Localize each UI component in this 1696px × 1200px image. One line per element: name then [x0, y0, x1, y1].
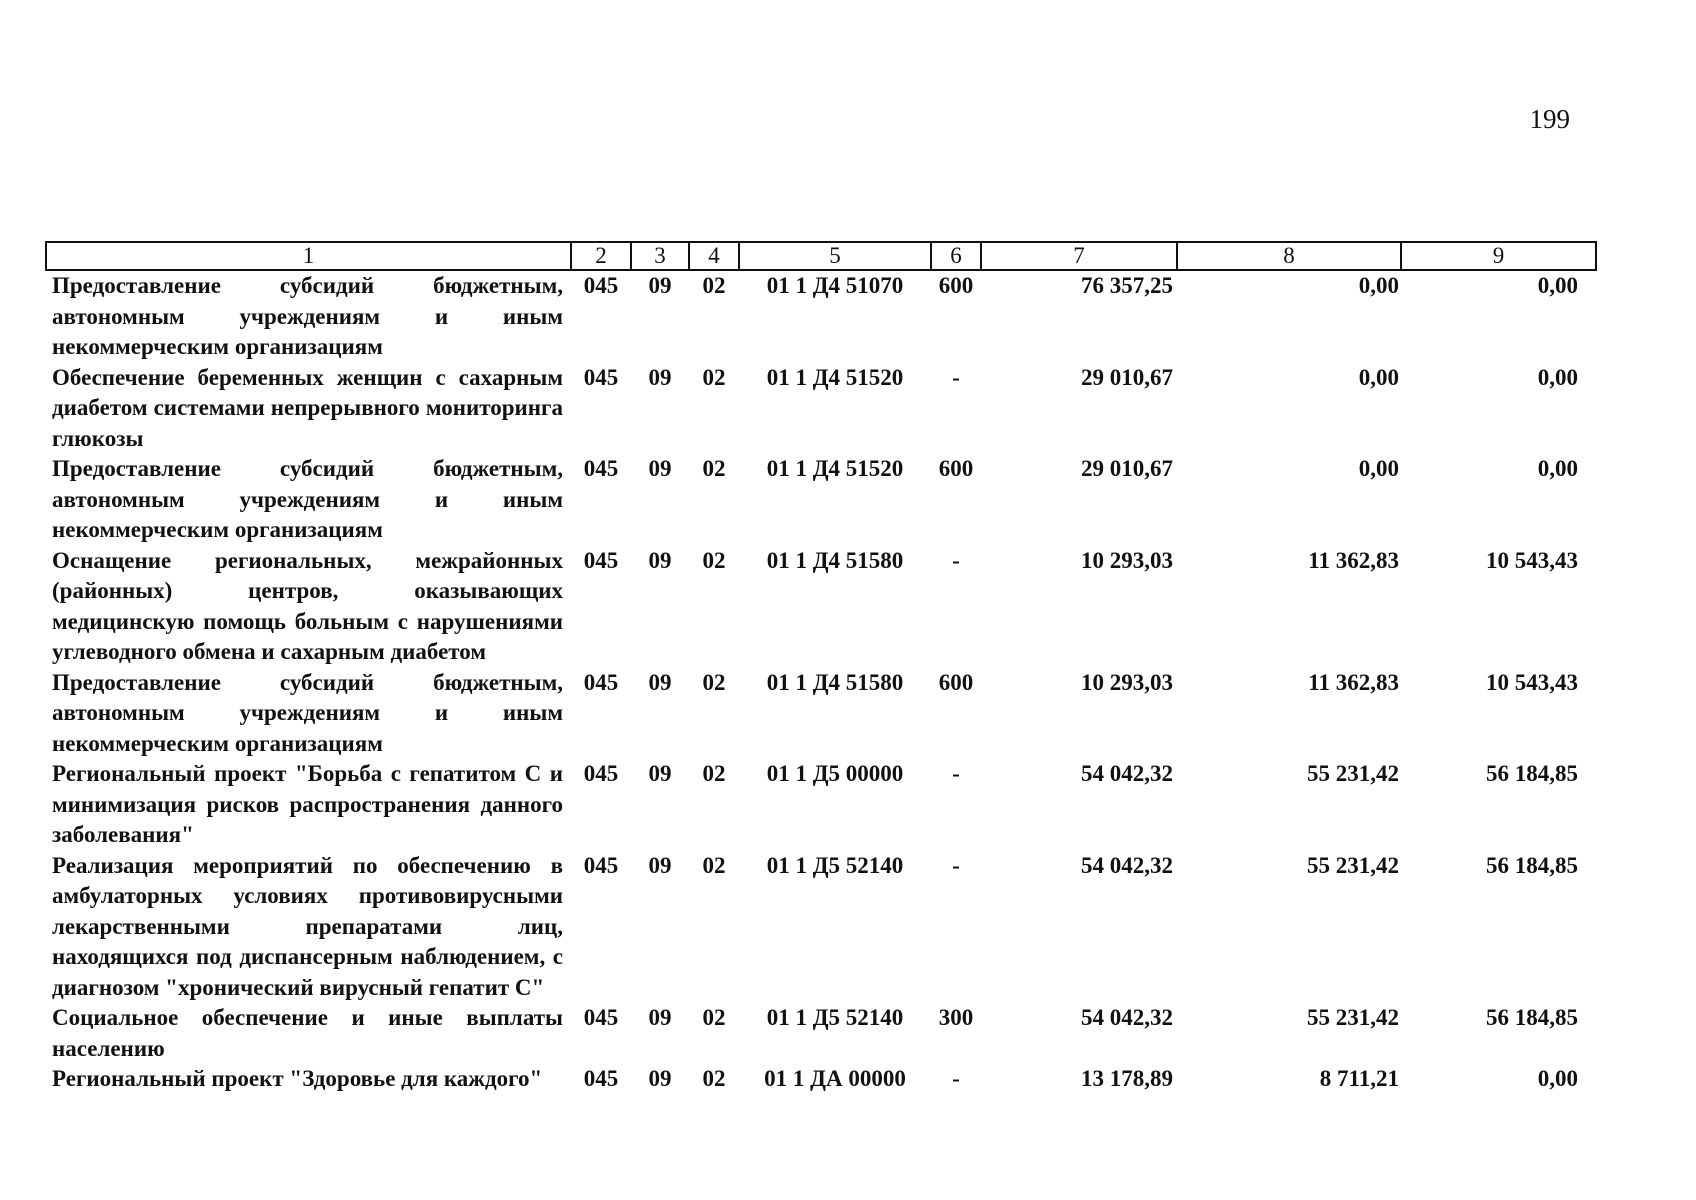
cell-col7: 10 293,03: [1081, 547, 1173, 573]
page-number: 199: [1529, 104, 1570, 134]
cell-col3: 09: [648, 1005, 672, 1030]
cell-col2: 045: [583, 852, 619, 878]
cell-col6: -: [952, 761, 960, 786]
cell-col9: 56 184,85: [1486, 1005, 1578, 1030]
cell-col6: 300: [938, 1005, 974, 1030]
column-header: 9: [1401, 242, 1596, 270]
cell-col5: 01 1 Д4 51580: [766, 547, 904, 573]
table-row: [46, 1064, 1596, 1095]
cell-col7: 29 010,67: [1081, 364, 1173, 390]
cell-col8: 0,00: [1358, 273, 1399, 298]
row-name: Региональный проект "Здоровье для каждого": [52, 1066, 543, 1091]
cell-col6: -: [952, 852, 960, 878]
column-header: 2: [571, 242, 631, 270]
cell-col8: 55 231,42: [1307, 1005, 1399, 1030]
cell-col3: 09: [648, 1066, 672, 1091]
table-row: [46, 759, 1596, 851]
cell-col6: 600: [938, 456, 974, 481]
row-name: Предоставление субсидий бюджетным, автономным учреждениям и иным некоммерческим организациям: [52, 669, 563, 756]
cell-col3: 09: [648, 273, 672, 298]
cell-col2: 045: [583, 761, 619, 786]
cell-col8: 11 362,83: [1308, 547, 1399, 573]
column-header: 7: [981, 242, 1177, 270]
cell-col5: 01 1 Д5 00000: [766, 761, 904, 786]
cell-col8: 55 231,42: [1307, 852, 1399, 878]
cell-col4: 02: [702, 547, 726, 573]
cell-col4: 02: [702, 852, 726, 878]
cell-col5: 01 1 Д4 51580: [766, 669, 904, 695]
cell-col3: 09: [648, 456, 672, 481]
row-name: Предоставление субсидий бюджетным, автономным учреждениям и иным некоммерческим организациям: [52, 456, 563, 542]
column-header: 5: [739, 242, 931, 270]
table-row: [46, 1003, 1596, 1064]
cell-col5: 01 1 Д5 52140: [766, 852, 904, 878]
cell-col2: 045: [583, 273, 619, 298]
cell-col2: 045: [583, 364, 619, 390]
cell-col5: 01 1 Д4 51520: [766, 364, 904, 390]
cell-col7: 54 042,32: [1081, 761, 1173, 786]
cell-col8: 0,00: [1358, 364, 1399, 390]
cell-col4: 02: [702, 364, 726, 390]
cell-col6: -: [952, 1066, 960, 1091]
cell-col7: 29 010,67: [1081, 456, 1173, 481]
cell-col4: 02: [702, 1005, 726, 1030]
cell-col6: -: [952, 547, 960, 573]
cell-col2: 045: [583, 1066, 619, 1091]
cell-col5: 01 1 ДА 00000: [764, 1066, 906, 1091]
cell-col9: 56 184,85: [1486, 852, 1578, 878]
cell-col5: 01 1 Д5 52140: [766, 1005, 904, 1030]
header-row: [46, 242, 1596, 270]
cell-col2: 045: [583, 1005, 619, 1030]
column-header: 6: [931, 242, 981, 270]
cell-col4: 02: [702, 456, 726, 481]
cell-col3: 09: [648, 761, 672, 786]
cell-col9: 0,00: [1537, 364, 1578, 390]
cell-col8: 55 231,42: [1307, 761, 1399, 786]
row-name: Обеспечение беременных женщин с сахарным диабетом системами непрерывного мониторинга глюкозы: [52, 364, 563, 451]
cell-col5: 01 1 Д4 51070: [766, 273, 904, 298]
cell-col4: 02: [702, 273, 726, 298]
budget-table: [45, 241, 1597, 1095]
row-name: Предоставление субсидий бюджетным, автономным учреждениям и иным некоммерческим организациям: [52, 273, 563, 359]
cell-col6: 600: [938, 273, 974, 298]
column-header: 3: [631, 242, 689, 270]
cell-col8: 0,00: [1358, 456, 1399, 481]
cell-col3: 09: [648, 669, 672, 695]
table-row: [46, 270, 1596, 363]
cell-col9: 0,00: [1537, 456, 1578, 481]
cell-col9: 56 184,85: [1486, 761, 1578, 786]
column-header: 1: [46, 242, 571, 270]
table-row: [46, 363, 1596, 455]
table-row: [46, 851, 1596, 1004]
cell-col2: 045: [583, 669, 619, 695]
cell-col7: 54 042,32: [1081, 852, 1173, 878]
cell-col3: 09: [648, 364, 672, 390]
cell-col8: 8 711,21: [1319, 1066, 1399, 1091]
column-header: 4: [689, 242, 739, 270]
cell-col7: 76 357,25: [1081, 273, 1173, 298]
cell-col4: 02: [702, 761, 726, 786]
cell-col8: 11 362,83: [1308, 669, 1399, 695]
cell-col6: 600: [938, 669, 974, 695]
row-name: Региональный проект "Борьба с гепатитом С и минимизация рисков распространения данного заболевания": [52, 761, 563, 847]
cell-col6: -: [952, 364, 960, 390]
cell-col5: 01 1 Д4 51520: [766, 456, 904, 481]
cell-col4: 02: [702, 1066, 726, 1091]
cell-col9: 0,00: [1537, 273, 1578, 298]
cell-col2: 045: [583, 547, 619, 573]
column-header: 8: [1177, 242, 1401, 270]
row-name: Оснащение региональных, межрайонных (районных) центров, оказывающих медицинскую помощь больным с нарушениями углеводного обмена и сахарным диабетом: [52, 547, 563, 664]
table-row: [46, 454, 1596, 546]
table-row: [46, 546, 1596, 668]
table-row: [46, 668, 1596, 760]
cell-col3: 09: [648, 852, 672, 878]
cell-col7: 13 178,89: [1081, 1066, 1173, 1091]
row-name: Реализация мероприятий по обеспечению в амбулаторных условиях противовирусными лекарственными препаратами лиц, находящихся под диспансерным наблюдением, с диагнозом "хронический вирусный гепатит С": [52, 852, 563, 1000]
cell-col7: 54 042,32: [1081, 1005, 1173, 1030]
cell-col4: 02: [702, 669, 726, 695]
cell-col9: 10 543,43: [1486, 547, 1578, 573]
cell-col3: 09: [648, 547, 672, 573]
row-name: Социальное обеспечение и иные выплаты населению: [52, 1005, 563, 1061]
cell-col9: 0,00: [1537, 1066, 1578, 1091]
cell-col9: 10 543,43: [1486, 669, 1578, 695]
cell-col7: 10 293,03: [1081, 669, 1173, 695]
cell-col2: 045: [583, 456, 619, 481]
